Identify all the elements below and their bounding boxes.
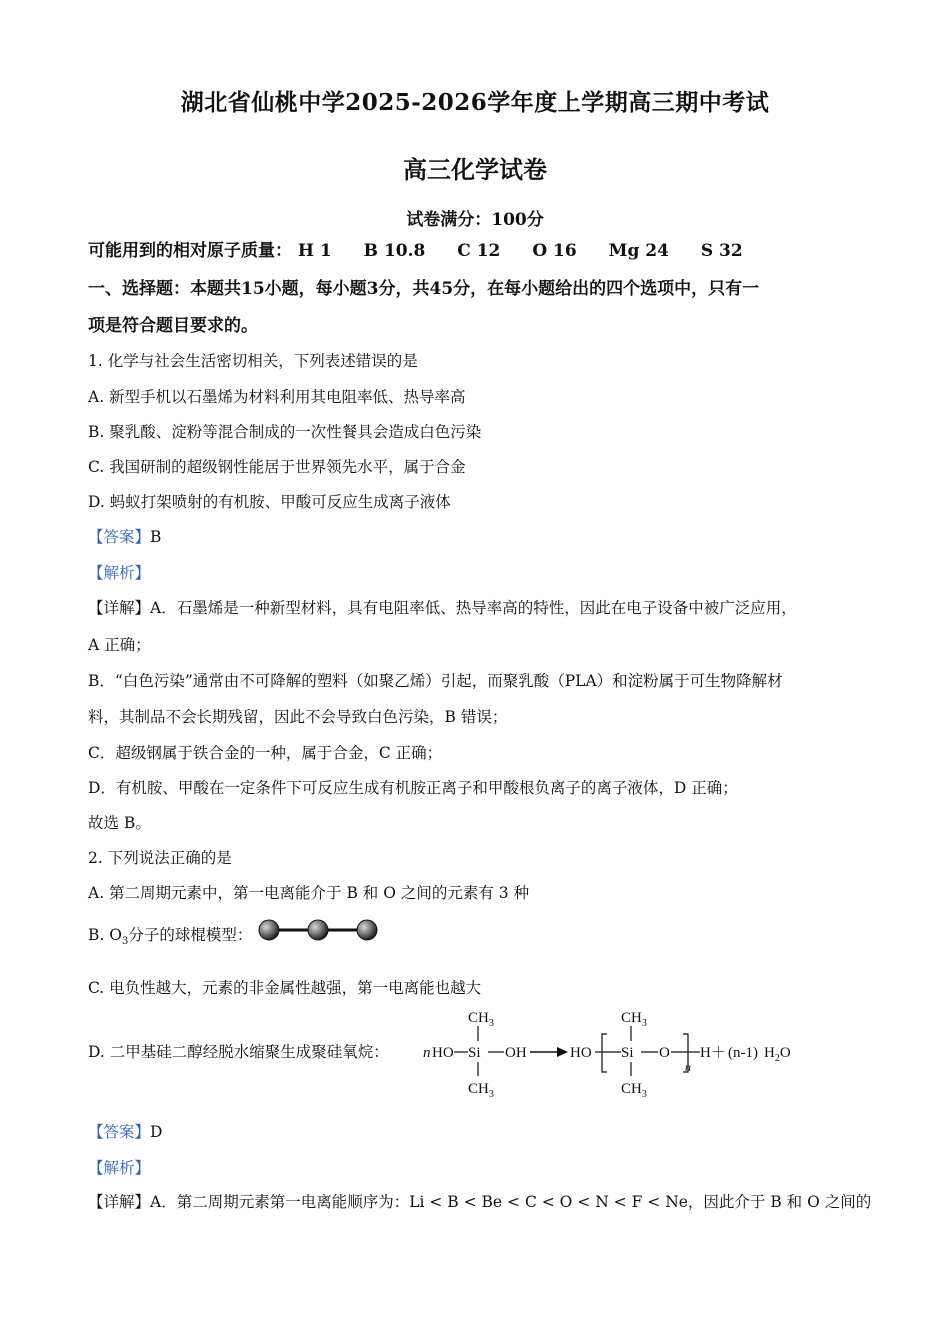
detail-text: A．第二周期元素第一电离能顺序为：Li < B < Be < C < O < N < F < Ne，因此介于 B 和 O 之间的 <box>150 1193 872 1211</box>
atomic-mass-h: H 1 <box>297 241 332 261</box>
q2-analysis-tag: 【解析】 <box>88 1159 151 1177</box>
formula-ho-right: HO <box>570 1045 592 1061</box>
q2-answer <box>88 1121 858 1143</box>
answer-value: B <box>150 528 162 546</box>
answer-tag: 【答案】 <box>88 1123 151 1141</box>
exam-school-title: 湖北省仙桃中学2025-2026学年度上学期高三期中考试 <box>180 89 770 116</box>
answer-tag: 【答案】 <box>88 528 151 546</box>
q1-detail-1 <box>88 597 858 619</box>
q2-detail-1 <box>88 1191 872 1213</box>
atomic-mass-o: O 16 <box>532 241 577 261</box>
exam-subject-title: 高三化学试卷 <box>403 155 547 184</box>
formula-water: $H_2O$ <box>764 1045 791 1064</box>
option-b-subscript: 3 <box>121 936 129 948</box>
detail-tag: 【详解】 <box>88 599 151 617</box>
formula-ch3-bottom-left: $CH_3$ <box>468 1081 494 1100</box>
polysiloxane-formula <box>408 1004 818 1106</box>
formula-si-left: Si <box>468 1045 481 1061</box>
formula-oh: OH <box>505 1045 527 1061</box>
atomic-mass-c: C 12 <box>457 241 501 261</box>
detail-tag: 【详解】 <box>88 1193 151 1211</box>
q2-option-c: C. 电负性越大，元素的非金属性越强，第一电离能也越大 <box>88 979 482 997</box>
q1-detail-6: D．有机胺、甲酸在一定条件下可反应生成有机胺正离子和甲酸根负离子的离子液体，D 正确； <box>88 779 738 797</box>
q1-detail-4: 料，其制品不会长期残留，因此不会导致白色污染，B 错误； <box>88 708 508 726</box>
ozone-ball-stick-model <box>257 915 381 945</box>
formula-plus: ＋ <box>711 1045 727 1061</box>
detail-text: A．石墨烯是一种新型材料，具有电阻率低、热导率高的特性，因此在电子设备中被广泛应用， <box>150 599 797 617</box>
q2-option-b <box>88 924 858 953</box>
formula-n: n <box>423 1045 431 1061</box>
formula-n-subscript: n <box>685 1060 691 1074</box>
section-heading-line1: 一、选择题：本题共15小题，每小题3分，共45分，在每小题给出的四个选项中，只有一 <box>88 279 760 299</box>
formula-ch3-top-right: $CH_3$ <box>621 1010 647 1029</box>
q1-answer <box>88 526 858 548</box>
formula-si-right: Si <box>621 1045 634 1061</box>
q2-option-d: D. 二甲基硅二醇经脱水缩聚生成聚硅氧烷： <box>88 1043 389 1061</box>
atomic-mass-b: B 10.8 <box>363 241 426 261</box>
atomic-mass-line <box>88 240 858 262</box>
q1-stem: 1. 化学与社会生活密切相关，下列表述错误的是 <box>88 352 418 370</box>
option-b-label: B. O <box>88 926 122 944</box>
section-heading-line2: 项是符合题目要求的。 <box>88 316 258 336</box>
q2-stem: 2. 下列说法正确的是 <box>88 849 232 867</box>
formula-ch3-bottom-right: $CH_3$ <box>621 1081 647 1100</box>
formula-coef: (n-1) <box>728 1045 758 1061</box>
q1-option-d: D. 蚂蚁打架喷射的有机胺、甲酸可反应生成离子液体 <box>88 493 451 511</box>
q1-detail-2: A 正确； <box>88 636 151 654</box>
q1-option-c: C. 我国研制的超级钢性能居于世界领先水平，属于合金 <box>88 458 466 476</box>
q1-detail-3: B．“白色污染”通常由不可降解的塑料（如聚乙烯）引起，而聚乳酸（PLA）和淀粉属于可生物降解材 <box>88 672 783 690</box>
q1-detail-5: C．超级钢属于铁合金的一种，属于合金，C 正确； <box>88 744 443 762</box>
option-b-text: 分子的球棍模型： <box>128 926 253 944</box>
atomic-mass-mg: Mg 24 <box>608 241 669 261</box>
full-score: 试卷满分：100分 <box>406 210 544 230</box>
formula-o-right: O <box>659 1045 670 1061</box>
q2-option-a: A. 第二周期元素中，第一电离能介于 B 和 O 之间的元素有 3 种 <box>88 884 530 902</box>
q1-analysis-tag: 【解析】 <box>88 564 151 582</box>
formula-ho-left: HO <box>432 1045 454 1061</box>
answer-value: D <box>150 1123 163 1141</box>
atomic-mass-s: S 32 <box>700 241 743 261</box>
q1-option-a: A. 新型手机以石墨烯为材料利用其电阻率低、热导率高 <box>88 388 466 406</box>
formula-ch3-top-left: $CH_3$ <box>468 1010 494 1029</box>
formula-h: H <box>700 1045 711 1061</box>
atomic-mass-label: 可能用到的相对原子质量： <box>88 241 292 261</box>
q1-option-b: B. 聚乳酸、淀粉等混合制成的一次性餐具会造成白色污染 <box>88 423 482 441</box>
q1-detail-7: 故选 B。 <box>88 814 151 832</box>
